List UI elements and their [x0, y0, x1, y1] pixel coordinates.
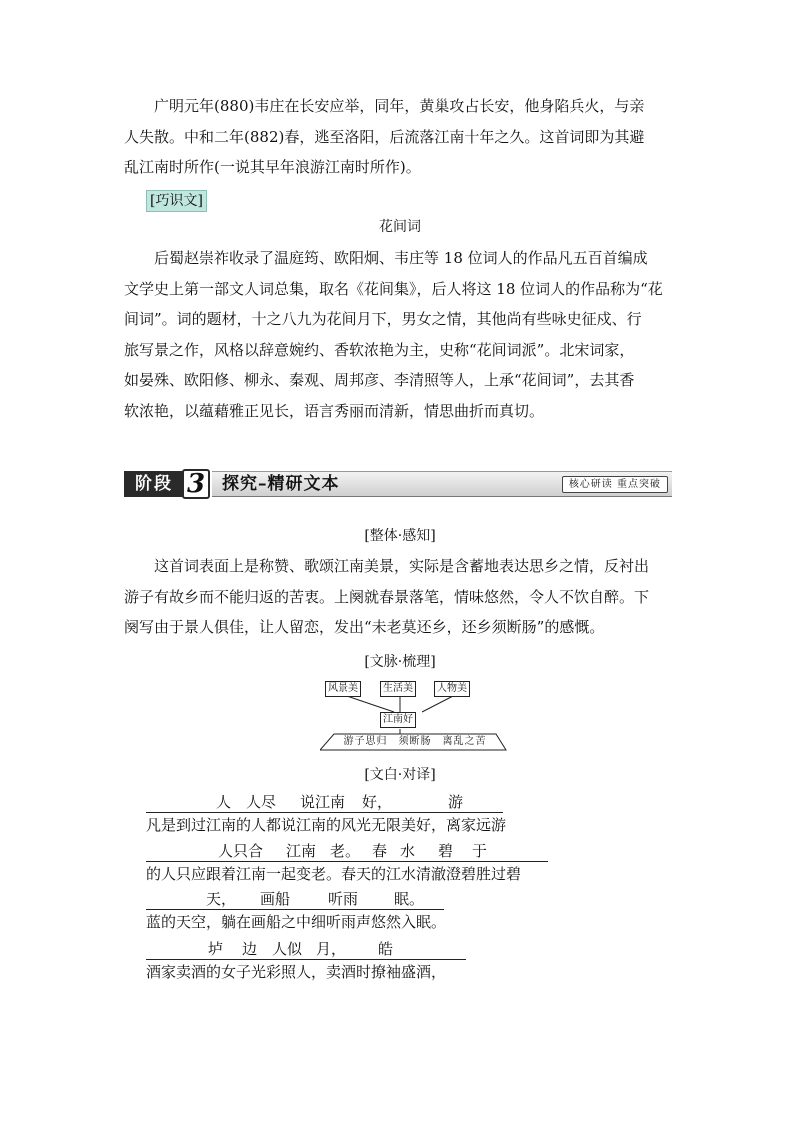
- structure-diagram: [320, 678, 510, 752]
- overall-line: [124, 551, 676, 582]
- structure-title: [文脉·梳理]: [364, 654, 436, 670]
- orig-word: 江南: [286, 842, 317, 860]
- orig-word: 人: [216, 793, 232, 811]
- trans-row: 蓝的天空，躺在画船之中细听雨声悠然入眠。: [146, 913, 447, 931]
- huajian-paragraph: [124, 243, 676, 427]
- orig-word: 人似: [272, 940, 303, 958]
- trans-row: 酒家卖酒的女子光彩照人，卖酒时撩袖盛酒，: [146, 963, 447, 981]
- section-tag-qiaoshiwen: [巧识文]: [146, 190, 207, 212]
- intro-paragraph: [124, 91, 676, 183]
- intro-line: 乱江南时所作(一说其早年浪游江南时所作)。: [124, 158, 421, 177]
- orig-row: [146, 888, 444, 910]
- orig-word: 听雨: [328, 890, 359, 908]
- overall-line-text: 这首词表面上是称赞、歌颂江南美景，实际是含蓄地表达思乡之情，反衬出: [154, 557, 650, 575]
- banner-stage-label: 阶段: [124, 471, 184, 497]
- huajian-line-text: 后蜀赵崇祚收录了温庭筠、欧阳炯、韦庄等 18 位词人的作品凡五百首编成: [154, 249, 648, 267]
- huajian-line: 软浓艳，以蕴藉雅正见长，语言秀丽而清新，情思曲折而真切。: [124, 401, 545, 420]
- orig-word: 好，: [362, 793, 393, 811]
- orig-word: 春: [372, 842, 388, 860]
- huajian-line: 旅写景之作，风格以辞意婉约、香软浓艳为主，史称“花间词派”。北宋词家，: [124, 340, 635, 359]
- orig-row: [146, 938, 466, 960]
- orig-word: 游: [448, 793, 464, 811]
- banner-note: 核心研读 重点突破: [562, 476, 668, 493]
- banner-title: 探究–精研文本: [222, 474, 340, 494]
- orig-word: 老。: [330, 842, 361, 860]
- overall-line: 游子有故乡而不能归返的苦衷。上阕就春景落笔，情味悠然，令人不饮自醉。下: [124, 587, 650, 606]
- huajian-title: 花间词: [379, 219, 421, 235]
- overall-title: [整体·感知]: [364, 528, 436, 544]
- orig-word: 水: [400, 842, 416, 860]
- huajian-line: [124, 243, 676, 274]
- orig-word: 垆: [208, 940, 224, 958]
- trans-row: 凡是到过江南的人都说江南的风光无限美好，离家远游: [146, 816, 507, 834]
- intro-line-text: 广明元年(880)韦庄在长安应举，同年，黄巢攻占长安，他身陷兵火，与亲: [154, 97, 645, 115]
- orig-word: 月，: [316, 940, 347, 958]
- orig-word: 于: [472, 842, 488, 860]
- translation-title: [文白·对译]: [364, 767, 436, 783]
- diagram-box-people: 人物美: [434, 681, 470, 697]
- huajian-line: 文学史上第一部文人词总集，取名《花间集》，后人将这 18 位词人的作品称为“花: [124, 279, 663, 298]
- orig-word: 画船: [260, 890, 291, 908]
- orig-row: [146, 791, 503, 813]
- orig-word: 边: [242, 940, 258, 958]
- intro-line: 人失散。中和二年(882)春，逃至洛阳，后流落江南十年之久。这首词即为其避: [124, 127, 645, 146]
- stage-banner: [124, 471, 672, 497]
- diagram-box-scenery: 风景美: [325, 681, 361, 697]
- orig-word: 天，: [206, 890, 237, 908]
- diagram-box-life: 生活美: [380, 681, 416, 697]
- orig-word: 眠。: [394, 890, 425, 908]
- overall-line: 阕写由于景人俱佳，让人留恋，发出“未老莫还乡，还乡须断肠”的感慨。: [124, 618, 605, 637]
- intro-line: [124, 91, 676, 122]
- huajian-line: 间词”。词的题材，十之八九为花间月下，男女之情，其他尚有些咏史征戍、行: [124, 310, 642, 329]
- huajian-line: 如晏殊、欧阳修、柳永、秦观、周邦彦、李清照等人，上承“花间词”，去其香: [124, 371, 635, 390]
- orig-word: 皓: [378, 940, 394, 958]
- orig-word: 人尽: [246, 793, 277, 811]
- banner-stage-number: 3: [182, 469, 210, 499]
- orig-word: 碧: [438, 842, 454, 860]
- diagram-box-center: 江南好: [380, 712, 416, 728]
- orig-row: [146, 840, 548, 862]
- diagram-bottom-strip: 游子思归 须断肠 离乱之苦: [343, 736, 487, 747]
- orig-word: 人只合: [218, 842, 264, 860]
- overall-paragraph: [124, 551, 676, 643]
- trans-row: 的人只应跟着江南一起变老。春天的江水清澈澄碧胜过碧: [146, 865, 522, 883]
- orig-word: 说江南: [300, 793, 346, 811]
